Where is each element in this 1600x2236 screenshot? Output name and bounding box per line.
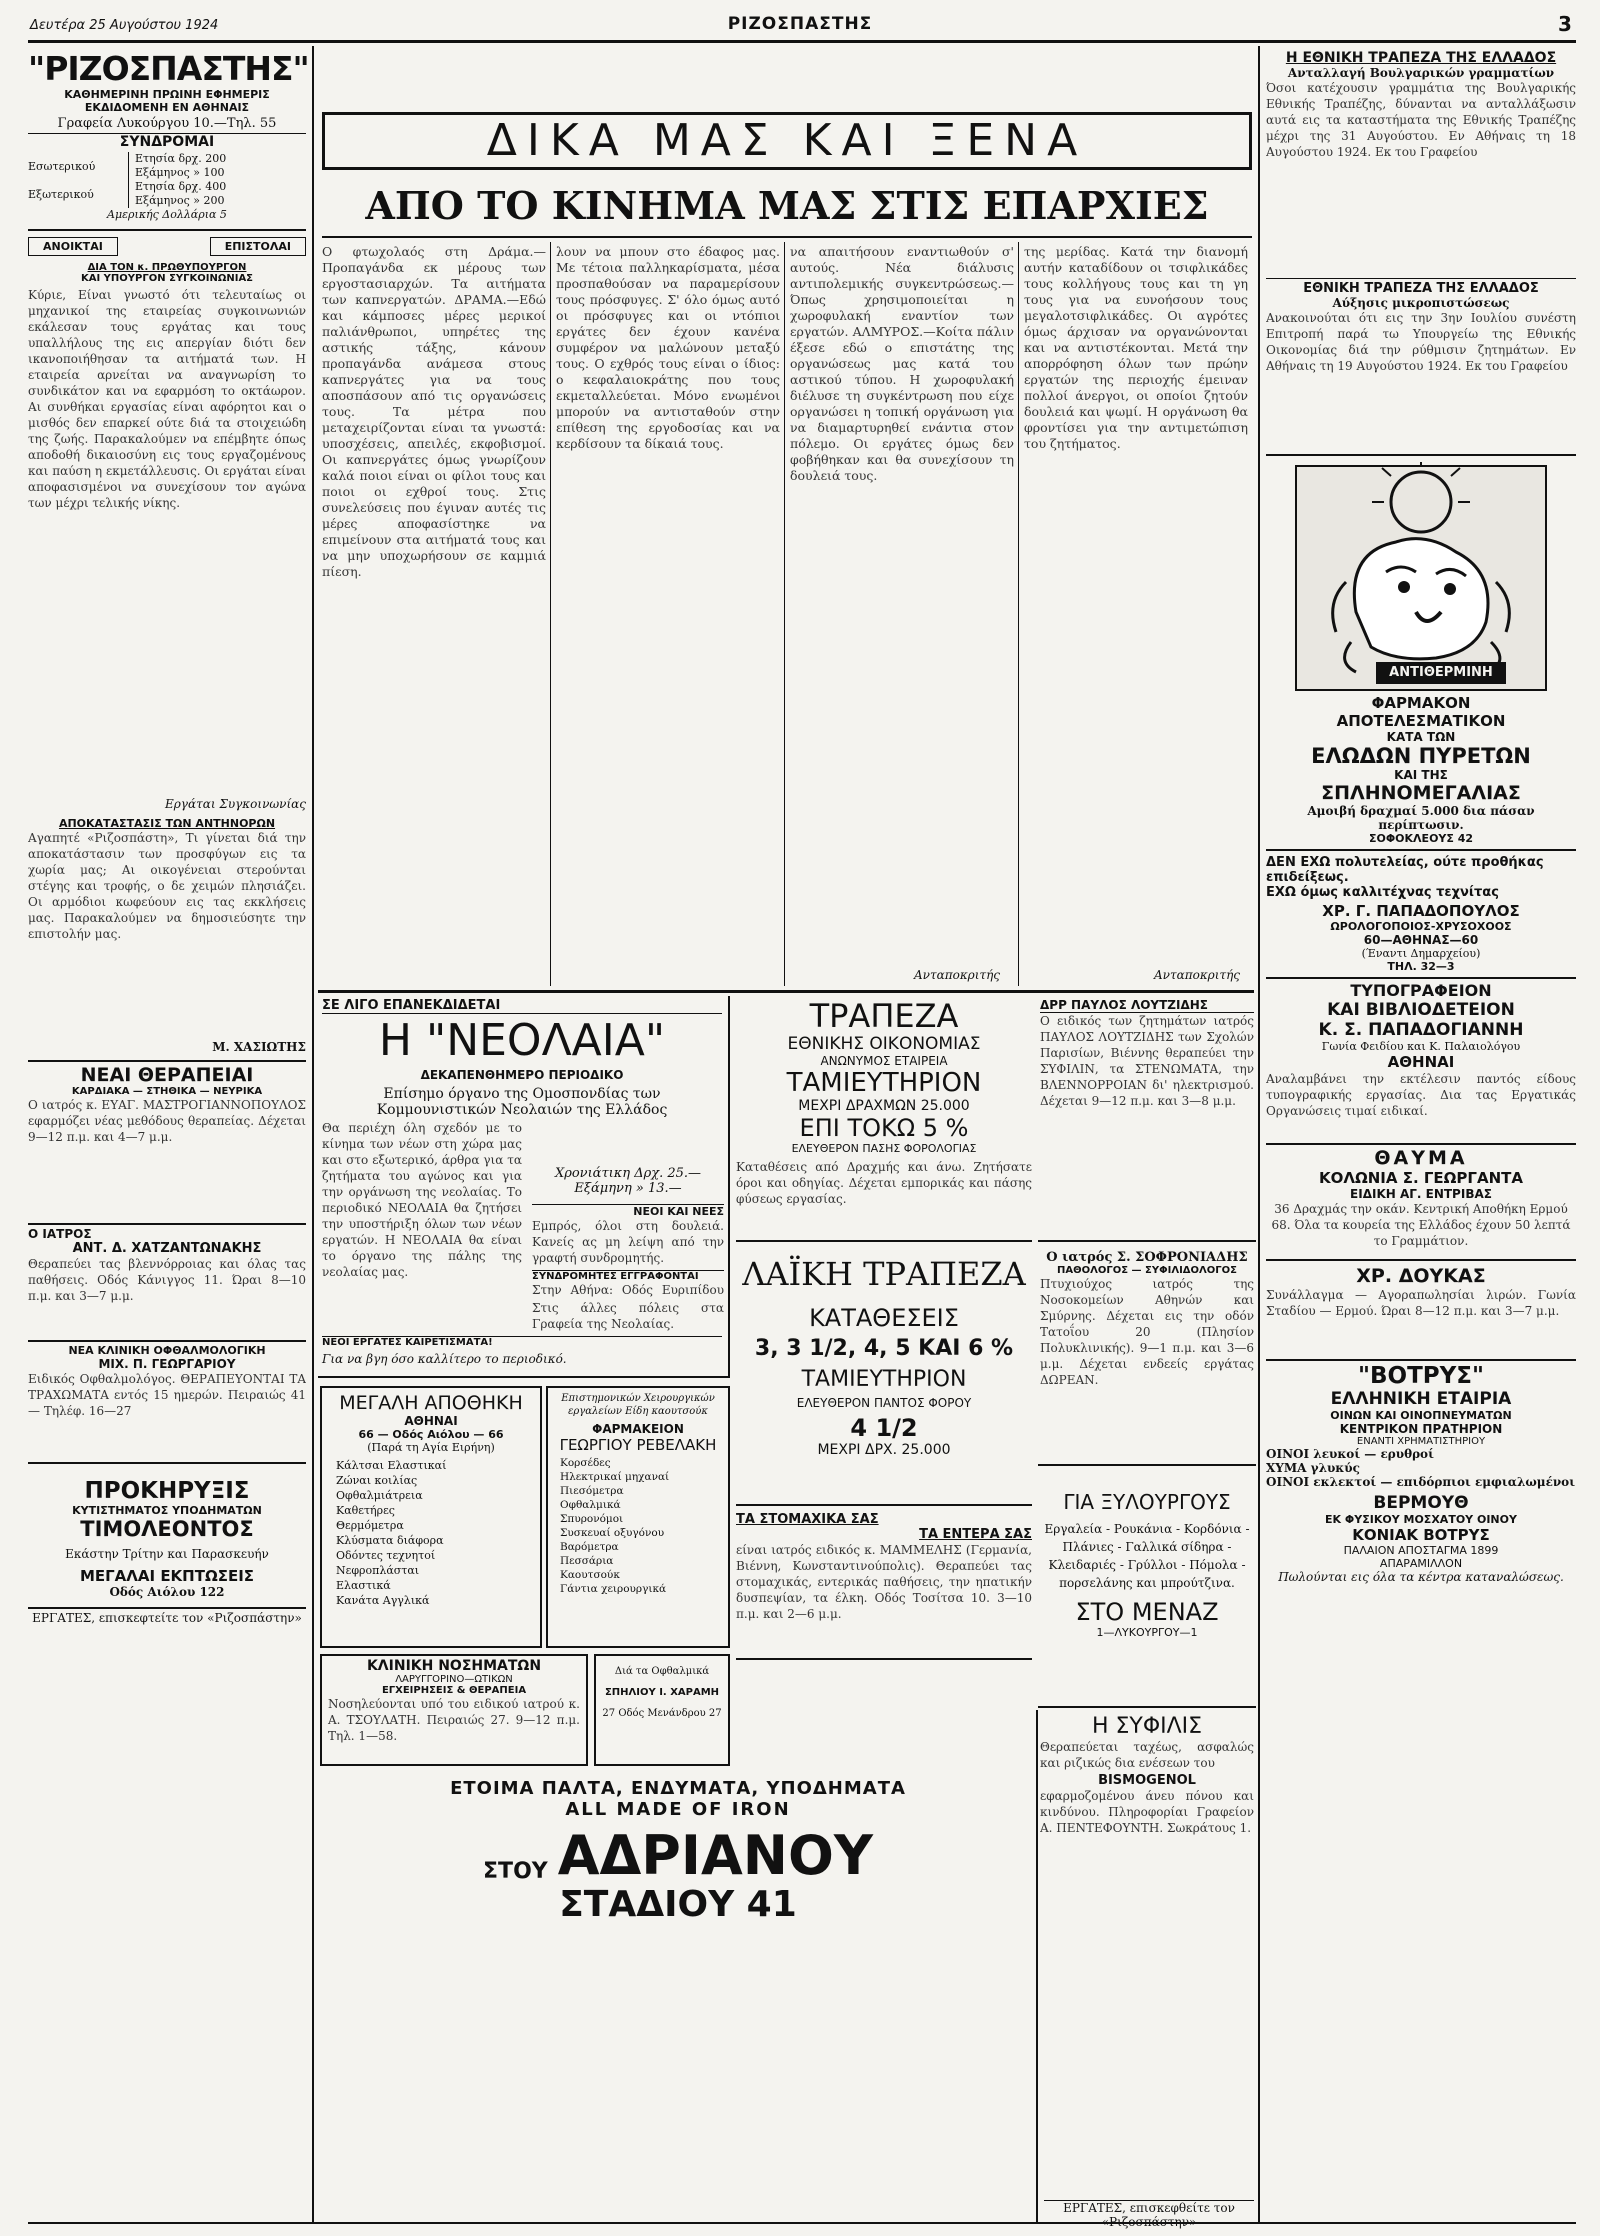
list-item: Πιεσόμετρα bbox=[560, 1485, 624, 1497]
stomach-ad bbox=[736, 1512, 1032, 1652]
list-item: Πεσσάρια bbox=[560, 1555, 614, 1567]
adrianou-address: ΣΤΑΔΙΟΥ 41 bbox=[559, 1884, 797, 1925]
list-item: Καθετήρες bbox=[336, 1504, 395, 1517]
page-number: 3 bbox=[1558, 12, 1572, 36]
stomach-rule bbox=[736, 1658, 1032, 1660]
neolaia-workers-2: Για να βγη όσο καλλίτερο το περιοδικό. bbox=[322, 1352, 567, 1366]
den-echo-address: 60—ΑΘΗΝΑΣ—60 bbox=[1363, 933, 1479, 947]
antithermin-ad bbox=[1266, 462, 1576, 694]
article-signature-1: Ανταποκριτής bbox=[914, 968, 1000, 982]
adrianou-top: ΕΤΟΙΜΑ ΠΑΛΤΑ, ΕΝΔΥΜΑΤΑ, ΥΠΟΔΗΜΑΤΑ bbox=[450, 1778, 906, 1799]
revelakis-items bbox=[548, 1454, 728, 1598]
botrys-line-5: ΟΙΝΟΙ λευκοί — ερυθροί bbox=[1266, 1447, 1434, 1461]
antithermin-line-6: ΣΠΛΗΝΟΜΕΓΑΛΙΑΣ bbox=[1321, 782, 1521, 804]
printing-line-5: ΑΘΗΝΑΙ bbox=[1387, 1053, 1455, 1071]
neolaia-organ: Επίσημο όργανο της Ομοσπονδίας των Κομμουνιστικών Νεολαιών της Ελλάδος bbox=[376, 1086, 668, 1118]
xylourgous-address: 1—ΛΥΚΟΥΡΓΟΥ—1 bbox=[1096, 1626, 1198, 1639]
printing-line-4: Γωνία Φειδίου και Κ. Παλαιολόγου bbox=[1321, 1040, 1521, 1053]
subs-row: Ετησία δρχ. 200 bbox=[135, 152, 227, 165]
thavma-subtitle-2: ΕΙΔΙΚΗ ΑΓ. ΕΝΤΡΙΒΑΣ bbox=[1350, 1187, 1492, 1201]
apothiki-address-2: (Παρά τη Αγία Ειρήνη) bbox=[367, 1441, 495, 1454]
venereal-title: ΚΛΙΝΙΚΗ ΝΟΣΗΜΑΤΩΝ bbox=[366, 1658, 542, 1674]
stomach-body: είναι ιατρός ειδικός κ. ΜΑΜΜΕΛΗΣ (Γερμανία, Βιέννη, Κωνσταντινούπολις). Θεραπεύει τας στομαχικάς, εντερικάς παθήσεις, την ηπατικήν δυσπεψίαν, τα έλκη. Οδός Τοσίτσα 10. 3—10 π.μ. και 2—6 μ.μ. bbox=[736, 1543, 1032, 1621]
footer-workers: ΕΡΓΑΤΕΣ, επισκεφθείτε τον bbox=[1044, 2200, 1254, 2229]
antithermin-line-4: ΕΛΩΔΩΝ ΠΥΡΕΤΩΝ bbox=[1311, 744, 1531, 768]
apothiki-ad bbox=[320, 1386, 542, 1648]
list-item: Ζώναι κοιλίας bbox=[336, 1474, 418, 1487]
col-rule-2 bbox=[784, 242, 785, 986]
logo: "ΡΙΖΟΣΠΑΣΤΗΣ" bbox=[28, 49, 309, 88]
botrys-cognac: ΚΟΝΙΑΚ ΒΟΤΡΥΣ bbox=[1352, 1526, 1490, 1544]
new-therapy-subtitle: ΚΑΡΔΙΑΚΑ — ΣΤΗΘΙΚΑ — ΝΕΥΡΙΚΑ bbox=[71, 1086, 263, 1097]
bank-oik-tax: ΕΛΕΥΘΕΡΟΝ ΠΑΣΗΣ ΦΟΡΟΛΟΓΙΑΣ bbox=[791, 1142, 977, 1155]
syfilis-title: Η ΣΥΦΙΛΙΣ bbox=[1091, 1714, 1203, 1739]
list-item: Οφθαλμικά bbox=[560, 1499, 621, 1511]
bank-notice-subtitle-2: Αύξησις μικροπιστώσεως bbox=[1332, 296, 1510, 310]
banner-title: ΔΙΚΑ ΜΑΣ ΚΑΙ ΞΕΝΑ bbox=[486, 115, 1088, 166]
subs-usd: Αμερικής Δολλάρια 5 bbox=[107, 208, 227, 221]
apothiki-city: ΑΘΗΝΑΙ bbox=[404, 1414, 458, 1428]
banner-box bbox=[322, 112, 1252, 170]
laiki-savings: ΤΑΜΙΕΥΤΗΡΙΟΝ bbox=[801, 1367, 967, 1392]
botrys-line-10: ΑΠΑΡΑΜΙΛΛΟΝ bbox=[1379, 1557, 1463, 1570]
bank-notice-title: Η ΕΘΝΙΚΗ ΤΡΑΠΕΖΑ ΤΗΣ ΕΛΛΑΔΟΣ bbox=[1285, 50, 1557, 66]
subscriptions-table bbox=[28, 152, 306, 208]
bottom-center-rule bbox=[1036, 1710, 1038, 2224]
subs-row: Ετησία δρχ. 400 bbox=[135, 180, 227, 193]
neolaia-subs-body-2: Στις άλλες πόλεις στα Γραφεία της Νεολαίας. bbox=[532, 1301, 724, 1331]
bank-notice-subtitle: Ανταλλαγή Βουλγαρικών γραμματίων bbox=[1287, 66, 1555, 80]
antithermin-line-3: ΚΑΤΑ ΤΩΝ bbox=[1386, 730, 1456, 744]
oph-line-2: ΣΠΗΛΙΟΥ Ι. ΧΑΡΑΜΗ bbox=[604, 1687, 720, 1698]
workers-note: ΕΡΓΑΤΕΣ, επισκεφτείτε τον «Ριζοσπάστην» bbox=[32, 1611, 302, 1625]
laiki-max: ΜΕΧΡΙ ΔΡΧ. 25.000 bbox=[817, 1442, 951, 1458]
right-column-rule bbox=[1258, 46, 1260, 2224]
adrianou-ad bbox=[322, 1778, 1034, 1964]
xylourgous-shop: ΣΤΟ ΜΕΝΑΖ bbox=[1075, 1598, 1219, 1626]
doukas-body: Συνάλλαγμα — Αγοραπωλησίαι λιρών. Γωνία Σταδίου — Ερμού. Ώραι 8—12 π.μ. και 3—7 μ.μ. bbox=[1266, 1288, 1576, 1318]
list-item: Ηλεκτρικαί μηχαναί bbox=[560, 1471, 670, 1483]
botrys-line-4: ΕΝΑΝΤΙ ΧΡΗΜΑΤΙΣΤΗΡΙΟΥ bbox=[1356, 1436, 1486, 1447]
bank-oik-subtitle: ΕΘΝΙΚΗΣ ΟΙΚΟΝΟΜΙΑΣ bbox=[787, 1034, 981, 1054]
list-item: Ελαστικά bbox=[336, 1579, 391, 1592]
apothiki-address: 66 — Οδός Αιόλου — 66 bbox=[358, 1428, 504, 1441]
recovery-signature: Μ. ΧΑΣΙΩΤΗΣ bbox=[212, 1040, 306, 1054]
recovery-title: ΑΠΟΚΑΤΑΣΤΑΣΙΣ ΤΩΝ ΑΝΤΗΝΟΡΩΝ bbox=[58, 817, 276, 830]
bank-oik-title: ΤΡΑΠΕΖΑ bbox=[809, 997, 959, 1035]
syfilis-body-2: εφαρμοζομένου άνευ πόνου και κινδύνου. Πληροφορίαι Γραφείον Α. ΠΕΝΤΕΦΟΥΝΤΗ. Σωκράτους 1. bbox=[1040, 1789, 1254, 1835]
masthead-paper-name: ΡΙΖΟΣΠΑΣΤΗΣ bbox=[727, 14, 873, 34]
doctor-body: Θεραπεύει τας βλεννόρροιας και όλας τας παθήσεις. Οδός Κάνιγγος 11. Ώραι 8—10 π.μ. και 3—7 μ.μ. bbox=[28, 1257, 306, 1303]
list-item: Οδόντες τεχνητοί bbox=[336, 1549, 436, 1562]
main-headline: ΑΠΟ ΤΟ ΚΙΝΗΜΑ ΜΑΣ ΣΤΙΣ ΕΠΑΡΧΙΕΣ bbox=[365, 183, 1209, 228]
list-item: Καουτσούκ bbox=[560, 1569, 620, 1581]
thavma-subtitle: ΚΟΛΩΝΙΑ Σ. ΓΕΩΡΓΑΝΤΑ bbox=[1319, 1169, 1523, 1187]
sofroniadis-subtitle: ΠΑΘΟΛΟΓΟΣ — ΣΥΦΙΛΙΔΟΛΟΓΟΣ bbox=[1057, 1265, 1237, 1276]
stomach-subtitle: ΤΑ ΕΝΤΕΡΑ ΣΑΣ bbox=[919, 1527, 1032, 1542]
headline-rule bbox=[322, 236, 1252, 238]
botrys-line-11: Πωλούνται εις όλα τα κέντρα καταναλώσεως. bbox=[1278, 1570, 1564, 1584]
revelakis-kicker: Επιστημονικών Χειρουργικών εργαλείων Είδη καουτσούκ bbox=[561, 1393, 715, 1417]
syfilis-drug: BISMOGENOL bbox=[1098, 1773, 1196, 1788]
list-item: Κορσέδες bbox=[560, 1457, 611, 1469]
left-column bbox=[28, 49, 309, 1625]
sofroniadis-title: Ο ιατρός Σ. ΣΟΦΡΟΝΙΑΔΗΣ bbox=[1046, 1250, 1248, 1265]
letter-recipient: ΔΙΑ ΤΟΝ κ. ΠΡΩΘΥΠΟΥΡΓΟΝ bbox=[87, 262, 247, 273]
doctor-title: Ο ΙΑΤΡΟΣ bbox=[28, 1227, 92, 1241]
sofroniadis-ad bbox=[1040, 1250, 1254, 1456]
apothiki-items bbox=[322, 1454, 540, 1612]
antithermin-line-2: ΑΠΟΤΕΛΕΣΜΑΤΙΚΟΝ bbox=[1336, 712, 1506, 730]
thavma-title: ΘΑΥΜΑ bbox=[1374, 1147, 1468, 1169]
xylourgous-rule bbox=[1038, 1706, 1256, 1708]
list-item: Οφθαλμιάτρεια bbox=[336, 1489, 423, 1502]
printing-line-3: Κ. Σ. ΠΑΠΑΔΟΓΙΑΝΝΗ bbox=[1318, 1020, 1524, 1040]
bank-oik-corp: ΑΝΩΝΥΜΟΣ ΕΤΑΙΡΕΙΑ bbox=[820, 1054, 948, 1068]
list-item: Γάντια χειρουργικά bbox=[560, 1583, 667, 1595]
neolaia-rule-bottom bbox=[318, 1376, 730, 1378]
list-item: Σπυρονόμοι bbox=[560, 1513, 624, 1525]
venereal-clinic-ad bbox=[320, 1654, 588, 1766]
venereal-subtitle-2: ΕΓΧΕΙΡΗΣΕΙΣ & ΘΕΡΑΠΕΙΑ bbox=[381, 1685, 527, 1696]
shoe-name: ΤΙΜΟΛΕΟΝΤΟΣ bbox=[80, 1517, 254, 1541]
subscriptions-title: ΣΥΝΔΡΟΜΑΙ bbox=[28, 133, 306, 150]
neolaia-young: ΝΕΟΙ ΚΑΙ ΝΕΕΣ bbox=[532, 1204, 724, 1218]
tagline-2: ΕΚΔΙΔΟΜΕΝΗ ΕΝ ΑΘΗΝΑΙΣ bbox=[84, 101, 250, 114]
recovery-body: Αγαπητέ «Ριζοσπάστη», Τι γίνεται διά την αποκατάστασιν των προσφύγων εις τα χωρία μας; Αι οικογένειαι στερούνται στέγης και τροφής, ο δε χειμών πλησιάζει. Οι αρμόδιοι κωφεύουν εις τας εκκλήσεις μας. Παρακαλούμεν να δημοσιεύσητε την επιστολήν μας. bbox=[28, 831, 306, 941]
letter-body: Κύριε, Είναι γνωστό ότι τελευταίως οι μηχανικοί της εταιρείας συγκοινωνιών εκάλεσαν τους εργάτας και τους υπαλλήλους της εις απεργίαν διότι δεν ικανοποιήθησαν τα αιτήματά των. Η εταιρεία αρνείται να αναγνωρίση το συνδικάτον και να εφαρμόση το οκτάωρον. Αι συνθήκαι εργασίας είναι αφόρητοι και ο μισθός δεν επαρκεί ούτε διά τα στοιχειώδη της ζωής. Παρακαλούμεν να επέμβητε όπως αποδοθή δικαιοσύνη εις τους εργαζομένους και παύση η εκμετάλλευσις. Οι εργάται είναι αποφασισμένοι να συνεχίσουν τον αγώνα των μέχρι τελικής νίκης. bbox=[28, 288, 306, 510]
masthead-date: Δευτέρα 25 Αυγούστου 1924 bbox=[30, 18, 219, 33]
masthead-rule bbox=[28, 40, 1576, 43]
laiki-deposits: ΚΑΤΑΘΕΣΕΙΣ bbox=[809, 1304, 959, 1332]
letter-recipient-2: ΚΑΙ ΥΠΟΥΡΓΟΝ ΣΥΓΚΟΙΝΩΝΙΑΣ bbox=[80, 273, 254, 284]
bank-oik-savings: ΤΑΜΙΕΥΤΗΡΙΟΝ bbox=[786, 1068, 982, 1098]
open-letters-label-b: ΕΠΙΣΤΟΛΑΙ bbox=[210, 237, 306, 256]
open-letters-label-a: ΑΝΟΙΚΤΑΙ bbox=[28, 237, 118, 256]
adrianou-name-row bbox=[322, 1824, 1034, 1887]
printing-line-2: ΚΑΙ ΒΙΒΛΙΟΔΕΤΕΙΟΝ bbox=[1327, 1000, 1515, 1020]
neolaia-rule-right bbox=[728, 996, 730, 1376]
shoe-factory: ΚΥΤΙΣΤΗΜΑΤΟΣ ΥΠΟΔΗΜΑΤΩΝ bbox=[72, 1504, 262, 1517]
neolaia-subtitle: ΔΕΚΑΠΕΝΘΗΜΕΡΟ ΠΕΡΙΟΔΙΚΟ bbox=[420, 1068, 624, 1082]
botrys-line-1: ΕΛΛΗΝΙΚΗ ΕΤΑΙΡΙΑ bbox=[1330, 1389, 1512, 1409]
col-rule-3 bbox=[1018, 242, 1019, 986]
bank-notice-body: Όσοι κατέχουσιν γραμμάτια της Βουλγαρικής Εθνικής Τραπέζης, δύνανται να ανταλλάξωσιν αυτά εις τα καταστήματα της Εθνικής Τραπέζης μέχρι της 31 Αυγούστου. Εν Αθήναις τη 18 Αυγούστου 1924. Εκ του Γραφείου bbox=[1266, 81, 1576, 159]
list-item: Θερμόμετρα bbox=[336, 1519, 404, 1532]
office-address: Γραφεία Λυκούργου 10.—Τηλ. 55 bbox=[57, 116, 277, 131]
laiki-tax: ΕΛΕΥΘΕΡΟΝ ΠΑΝΤΟΣ ΦΟΡΟΥ bbox=[796, 1396, 972, 1410]
lion-icon bbox=[1266, 462, 1576, 694]
bank-notice-body-2: Ανακοινούται ότι εις την 3ην Ιουλίου συνέστη Επιτροπή παρά τω Υπουργείω της Εθνικής Οικονομίας διά την ρύθμισιν ζητημάτων. Εν Αθήναις τη 19 Αυγούστου 1924. Εκ του Γραφείου bbox=[1266, 311, 1576, 373]
neolaia-price-2: Εξάμηνη » 13.— bbox=[574, 1181, 682, 1196]
subs-row: Εξάμηνος » 100 bbox=[135, 166, 225, 179]
loutzidis-rule bbox=[1038, 1240, 1256, 1242]
neolaia-right bbox=[532, 1120, 724, 1334]
clinic-title: ΝΕΑ ΚΛΙΝΙΚΗ ΟΦΘΑΛΜΟΛΟΓΙΚΗ bbox=[68, 1344, 266, 1357]
botrys-line-8: ΕΚ ΦΥΣΙΚΟΥ ΜΟΣΧΑΤΟΥ ΟΙΝΟΥ bbox=[1325, 1513, 1517, 1526]
botrys-line-6: ΧΥΜΑ γλυκύς bbox=[1266, 1461, 1360, 1475]
apothiki-title: ΜΕΓΑΛΗ ΑΠΟΘΗΚΗ bbox=[339, 1392, 523, 1414]
bank-oik-rule bbox=[736, 1240, 1032, 1242]
neolaia-price-1: Χρονιάτικη Δρχ. 25.— bbox=[554, 1166, 702, 1181]
bank-oik-max: ΜΕΧΡΙ ΔΡΑΧΜΩΝ 25.000 bbox=[798, 1098, 970, 1114]
col-rule-1 bbox=[550, 242, 551, 986]
letter-signature: Εργάται Συγκοινωνίας bbox=[164, 797, 306, 811]
laiki-rate: 4 1/2 bbox=[850, 1414, 918, 1442]
tagline: ΚΑΘΗΜΕΡΙΝΗ ΠΡΩΙΝΗ ΕΦΗΜΕΡΙΣ bbox=[64, 88, 270, 101]
den-echo-line-1: ΔΕΝ ΕΧΩ πολυτελείας, ούτε προθήκας επιδείξεως. bbox=[1266, 855, 1544, 885]
oph-line-1: Διά τα Οφθαλμικά bbox=[614, 1666, 710, 1677]
den-echo-line-2: ΕΧΩ όμως καλλιτέχνας τεχνίτας bbox=[1266, 885, 1499, 900]
laiki-title: ΛΑΪΚΗ ΤΡΑΠΕΖΑ bbox=[742, 1255, 1026, 1293]
antithermin-line-1: ΦΑΡΜΑΚΟΝ bbox=[1371, 694, 1471, 712]
doukas-name: ΧΡ. ΔΟΥΚΑΣ bbox=[1356, 1265, 1486, 1287]
article-col-1: Ο φτωχολαός στη Δράμα.—Προπαγάνδα εκ μέρους των εργοστασιαρχών. Τα αιτήματα των καπνεργατών. ΔΡΑΜΑ.—Εδώ και κάμποσες μέρες μερικοί παλιάνθρωποι, υπηρέτες της αστικής τάξης, κάνουν προπαγάνδα ανάμεσα στους καπνεργάτες για να τους αποσπάσουν από τις οργανώσεις τους. Τα μέτρα που μεταχειρίζονται είναι τα γνωστά: υποσχέσεις, απειλές, εκφοβισμοί. Οι καπνεργάτες όμως γνωρίζουν καλά ποιοι είναι οι φίλοι τους και ποιοι οι εχθροί τους. Στις συνελεύσεις που έγιναν αυτές τις μέρες αποφασίστηκε να επιμείνουν στα αιτήματά τους και να μην υποχωρήσουν σε καμμιά πίεση. bbox=[322, 244, 546, 579]
proclamation-title: ΠΡΟΚΗΡΥΞΙΣ bbox=[84, 1478, 250, 1504]
clinic-body: Ειδικός Οφθαλμολόγος. ΘΕΡΑΠΕΥΟΝΤΑΙ ΤΑ ΤΡΑΧΩΜΑΤΑ εντός 15 ημερών. Πειραιώς 41 — Τηλέφ. 16—27 bbox=[28, 1372, 306, 1418]
right-column bbox=[1266, 50, 1576, 1584]
thavma-body: 36 Δραχμάς την οκάν. Κεντρική Αποθήκη Ερμού 68. Όλα τα κουρεία της Ελλάδος έχουν 50 λεπτά το Γραμμάτιον. bbox=[1271, 1202, 1571, 1248]
shoe-sale: ΜΕΓΑΛΑΙ ΕΚΠΤΩΣΕΙΣ bbox=[79, 1567, 255, 1585]
sofroniadis-rule bbox=[1038, 1464, 1256, 1466]
shoe-address: Οδός Αιόλου 122 bbox=[109, 1585, 225, 1599]
subs-foreign: Εξωτερικού bbox=[28, 188, 94, 201]
printing-line-1: ΤΥΠΟΓΡΑΦΕΙΟΝ bbox=[1350, 981, 1492, 1000]
syfilis-body: Θεραπεύεται ταχέως, ασφαλώς και ριζικώς δια ενέσεων του bbox=[1040, 1740, 1254, 1770]
revelakis-ad bbox=[546, 1386, 730, 1648]
revelakis-title: ΦΑΡΜΑΚΕΙΟΝ bbox=[592, 1422, 684, 1436]
oph-line-3: 27 Οδός Μενάνδρου 27 bbox=[602, 1708, 722, 1719]
venereal-subtitle: ΛΑΡΥΓΓΟΡΙΝΟ—ΩΤΙΚΩΝ bbox=[395, 1674, 513, 1685]
list-item: Κάλτσαι Ελαστικαί bbox=[336, 1459, 447, 1472]
antithermin-line-5: ΚΑΙ ΤΗΣ bbox=[1394, 768, 1448, 782]
shoe-days: Εκάστην Τρίτην και Παρασκευήν bbox=[65, 1547, 269, 1561]
den-echo-address-2: (Έναντι Δημαρχείου) bbox=[1361, 947, 1481, 960]
sofroniadis-body: Πτυχιούχος ιατρός της Νοσοκομείων Αθηνών και Σμύρνης. Δέχεται εις την οδόν Τατοΐου 20 (Πλησίον Πολυκλινικής). 9—1 π.μ. και 3—6 μ.μ. Δέχεται ενδεείς εργάτας ΔΩΡΕΑΝ. bbox=[1040, 1277, 1254, 1387]
botrys-line-3: ΚΕΝΤΡΙΚΟΝ ΠΡΑΤΗΡΙΟΝ bbox=[1339, 1422, 1503, 1436]
neolaia-body: Θα περιέχη όλη σχεδόν με το κίνημα των νέων στη χώρα μας και στο εξωτερικό, άρθρα για τα ζητήματα του αγώνος και για την οργάνωση της νεολαίας. Το περιοδικό ΝΕΟΛΑΙΑ θα ζητήσει την υποστήριξη όλων των νέων εργατών. Η ΝΕΟΛΑΙΑ θα είναι το όργανο της πάλης της νεολαίας μας. bbox=[322, 1121, 522, 1279]
list-item: Συσκευαί οξυγόνου bbox=[560, 1527, 665, 1539]
printing-body: Αναλαμβάνει την εκτέλεσιν παντός είδους τυπογραφικής εργασίας. Δια τας Εργατικάς Οργανώσεις τιμαί ειδικαί. bbox=[1266, 1072, 1576, 1118]
new-therapy-body: Ο ιατρός κ. ΕΥΑΓ. ΜΑΣΤΡΟΓΙΑΝΝΟΠΟΥΛΟΣ εφαρμόζει νέας μεθόδους θεραπείας. Δέχεται 9—12 π.μ. και 4—7 μ.μ. bbox=[28, 1098, 306, 1144]
bank-notice-title-2: ΕΘΝΙΚΗ ΤΡΑΠΕΖΑ ΤΗΣ ΕΛΛΑΔΟΣ bbox=[1303, 281, 1539, 296]
list-item: Κλύσματα διάφορα bbox=[336, 1534, 444, 1547]
neolaia-workers: ΝΕΟΙ ΕΡΓΑΤΕΣ ΚΑΙΡΕΤΙΣΜΑΤΑ! bbox=[322, 1336, 722, 1348]
clinic-name: ΜΙΧ. Π. ΓΕΩΡΓΑΡΙΟΥ bbox=[98, 1357, 236, 1371]
botrys-vermouth: ΒΕΡΜΟΥΘ bbox=[1373, 1493, 1469, 1513]
laiki-rates: 3, 3 1/2, 4, 5 ΚΑΙ 6 % bbox=[754, 1336, 1014, 1361]
antithermin-brand: ΑΝΤΙΘΕΡΜΙΝΗ bbox=[1389, 665, 1493, 680]
neolaia-title: Η "ΝΕΟΛΑΙΑ" bbox=[378, 1015, 666, 1066]
den-echo-trade: ΩΡΟΛΟΓΟΠΟΙΟΣ-ΧΡΥΣΟΧΟΟΣ bbox=[1330, 920, 1512, 933]
subs-row: Εξάμηνος » 200 bbox=[135, 194, 225, 207]
adrianou-pre: ΣΤΟΥ bbox=[483, 1859, 548, 1884]
article-col-3: να απαιτήσουν εναντιωθούν σ' αυτούς. Νέα διάλυσις αντιπολεμικής συγκεντρώσεως.—Όπως χρησιμοποιείται η χωροφυλακή εναντίον των εργατών. ΑΛΜΥΡΟΣ.—Κοίτα πάλιν έξεσε εδώ ο επιστάτης της οργανώσεως μας κατά του αστικού τύπου. Η χωροφυλακή διέλυσε τη συγκέντρωση που είχε οργανώσει η τοπική οργάνωση για να διαμαρτυρηθεί ενάντια στον πόλεμο. Οι εργάτες όμως δεν φοβήθηκαν και θα συνεχίσουν τη δουλειά τους. bbox=[790, 244, 1014, 483]
venereal-body: Νοσηλεύονται υπό του ειδικού ιατρού κ. Α. ΤΣΟΥΛΑΤΗ. Πειραιώς 27. 9—12 π.μ. Τηλ. 1—58. bbox=[328, 1697, 580, 1743]
bank-oik-ad bbox=[736, 998, 1032, 1237]
botrys-line-9: ΠΑΛΑΙΟΝ ΑΠΟΣΤΑΓΜΑ 1899 bbox=[1343, 1544, 1499, 1557]
neolaia-kicker: ΣΕ ΛΙΓΟ ΕΠΑΝΕΚΔΙΔΕΤΑΙ bbox=[322, 998, 722, 1014]
den-echo-phone: ΤΗΛ. 32—3 bbox=[1387, 960, 1455, 973]
articles-bottom-rule bbox=[318, 990, 1254, 993]
list-item: Κανάτα Αγγλικά bbox=[336, 1594, 430, 1607]
laiki-bank-ad bbox=[736, 1250, 1032, 1458]
botrys-line-7: ΟΙΝΟΙ εκλεκτοί — επιδόρπιοι εμφιαλωμένοι bbox=[1266, 1475, 1575, 1489]
left-column-rule bbox=[312, 46, 314, 2224]
xylourgous-ad bbox=[1040, 1474, 1254, 1639]
antithermin-line-7: Αμοιβή δραχμαί 5.000 δια πάσαν περίπτωσιν. bbox=[1307, 804, 1535, 832]
article-col-2: λουν να μπουν στο έδαφος μας. Με τέτοια παλληκαρίσματα, μέσα προσπαθούσαν να παραμερίσουν τους πρόσφυγες. Σ' όλο όμως αυτό οι πρόσφυγες και οι ντόπιοι εργάτες δεν έχουν κανένα συμφέρον να μαλώνουν μεταξύ τους. Ο εχθρός τους είναι ο ίδιος: ο κεφαλαιοκράτης που τους εκμεταλλεύεται. Μόνο ενωμένοι μπορούν να αντισταθούν στην επίθεση της εργοδοσίας και να κερδίσουν τα δίκαιά τους. bbox=[556, 244, 780, 451]
loutzidis-ad bbox=[1040, 998, 1254, 1239]
neolaia-young-body: Εμπρός, όλοι στη δουλειά. Κανείς ας μη λείψη από την γραφτή συνδρομητής. bbox=[532, 1219, 724, 1265]
botrys-line-2: ΟΙΝΩΝ ΚΑΙ ΟΙΝΟΠΝΕΥΜΑΤΩΝ bbox=[1330, 1409, 1512, 1422]
neolaia-subs-body: Στην Αθήνα: Οδός Ευριπίδου bbox=[532, 1283, 724, 1297]
loutzidis-title: ΔΡΡ ΠΑΥΛΟΣ ΛΟΥΤΖΙΔΗΣ bbox=[1040, 998, 1254, 1013]
article-signature-2: Ανταποκριτής bbox=[1154, 968, 1240, 982]
antithermin-line-8: ΣΟΦΟΚΛΕΟΥΣ 42 bbox=[1368, 832, 1474, 845]
syfilis-ad bbox=[1040, 1714, 1254, 1858]
oph-ad bbox=[594, 1654, 730, 1766]
revelakis-name: ΓΕΩΡΓΙΟΥ ΡΕΒΕΛΑΚΗ bbox=[559, 1436, 717, 1454]
adrianou-mid: ALL MADE OF IRON bbox=[565, 1799, 791, 1820]
adrianou-name: ΑΔΡΙΑΝΟΥ bbox=[557, 1824, 873, 1887]
subs-domestic: Εσωτερικού bbox=[28, 160, 96, 173]
bank-oik-rate: ΕΠΙ ΤΟΚΩ 5 % bbox=[799, 1114, 969, 1142]
article-col-4: της μερίδας. Κατά την διανομή αυτήν καταδίδουν οι τσιφλικάδες τους κολλήγους τους και τη γη τους για να ευνοήσουν τους μεγαλοτσιφλικάδες. Οι αγρότες όμως άρχισαν να οργανώνονται και να αντιστέκονται. Μετά την απορρόφηση όλων των πρώην εργατών της περιοχής έμειναν πολλοί άνεργοι, οι οποίοι ζητούν δουλειά και ψωμί. Η οργάνωση θα φροντίσει για την αντιμετώπιση του ζητήματος. bbox=[1024, 244, 1248, 451]
neolaia-subs-head: ΣΥΝΔΡΟΜΗΤΕΣ ΕΓΓΡΑΦΟΝΤΑΙ bbox=[532, 1270, 724, 1282]
page-bottom-rule bbox=[28, 2222, 1576, 2224]
den-echo-name: ΧΡ. Γ. ΠΑΠΑΔΟΠΟΥΛΟΣ bbox=[1322, 902, 1520, 920]
doctor-name: ΑΝΤ. Δ. ΧΑΤΖΑΝΤΩΝΑΚΗΣ bbox=[72, 1241, 262, 1256]
laiki-rule bbox=[736, 1504, 1032, 1506]
open-letters-header bbox=[28, 229, 306, 256]
xylourgous-title: ΓΙΑ ΞΥΛΟΥΡΓΟΥΣ bbox=[1063, 1490, 1231, 1514]
loutzidis-body: Ο ειδικός των ζητημάτων ιατρός ΠΑΥΛΟΣ ΛΟΥΤΖΙΔΗΣ των Σχολών Παρισίων, Βιέννης θεραπεύει την ΣΥΦΙΛΙΝ, τα ΣΤΕΝΩΜΑΤΑ, την ΒΛΕΝΝΟΡΡΟΙΑΝ δι' ηλεκτρισμού. Δέχεται 9—12 π.μ. και 3—8 μ.μ. bbox=[1040, 1014, 1254, 1108]
botrys-name: "ΒΟΤΡΥΣ" bbox=[1358, 1363, 1484, 1389]
new-therapy-title: ΝΕΑΙ ΘΕΡΑΠΕΙΑΙ bbox=[80, 1064, 254, 1086]
list-item: Βαρόμετρα bbox=[560, 1541, 619, 1553]
stomach-title: ΤΑ ΣΤΟΜΑΧΙΚΑ ΣΑΣ bbox=[736, 1512, 879, 1527]
list-item: Νεφροπλάσται bbox=[336, 1564, 420, 1577]
bank-oik-body: Καταθέσεις από Δραχμής και άνω. Ζητήσατε όροι και οδηγίας. Δέχεται εμπορικάς και πάσης φύσεως εργασίας. bbox=[736, 1160, 1032, 1206]
xylourgous-body: Εργαλεία - Ρουκάνια - Κορδόνια - Πλάνιες - Γαλλικά σίδηρα - Κλειδαριές - Γρύλλοι - Πόμολα - πορσελάνης και μπρούτζινα. bbox=[1044, 1522, 1250, 1590]
